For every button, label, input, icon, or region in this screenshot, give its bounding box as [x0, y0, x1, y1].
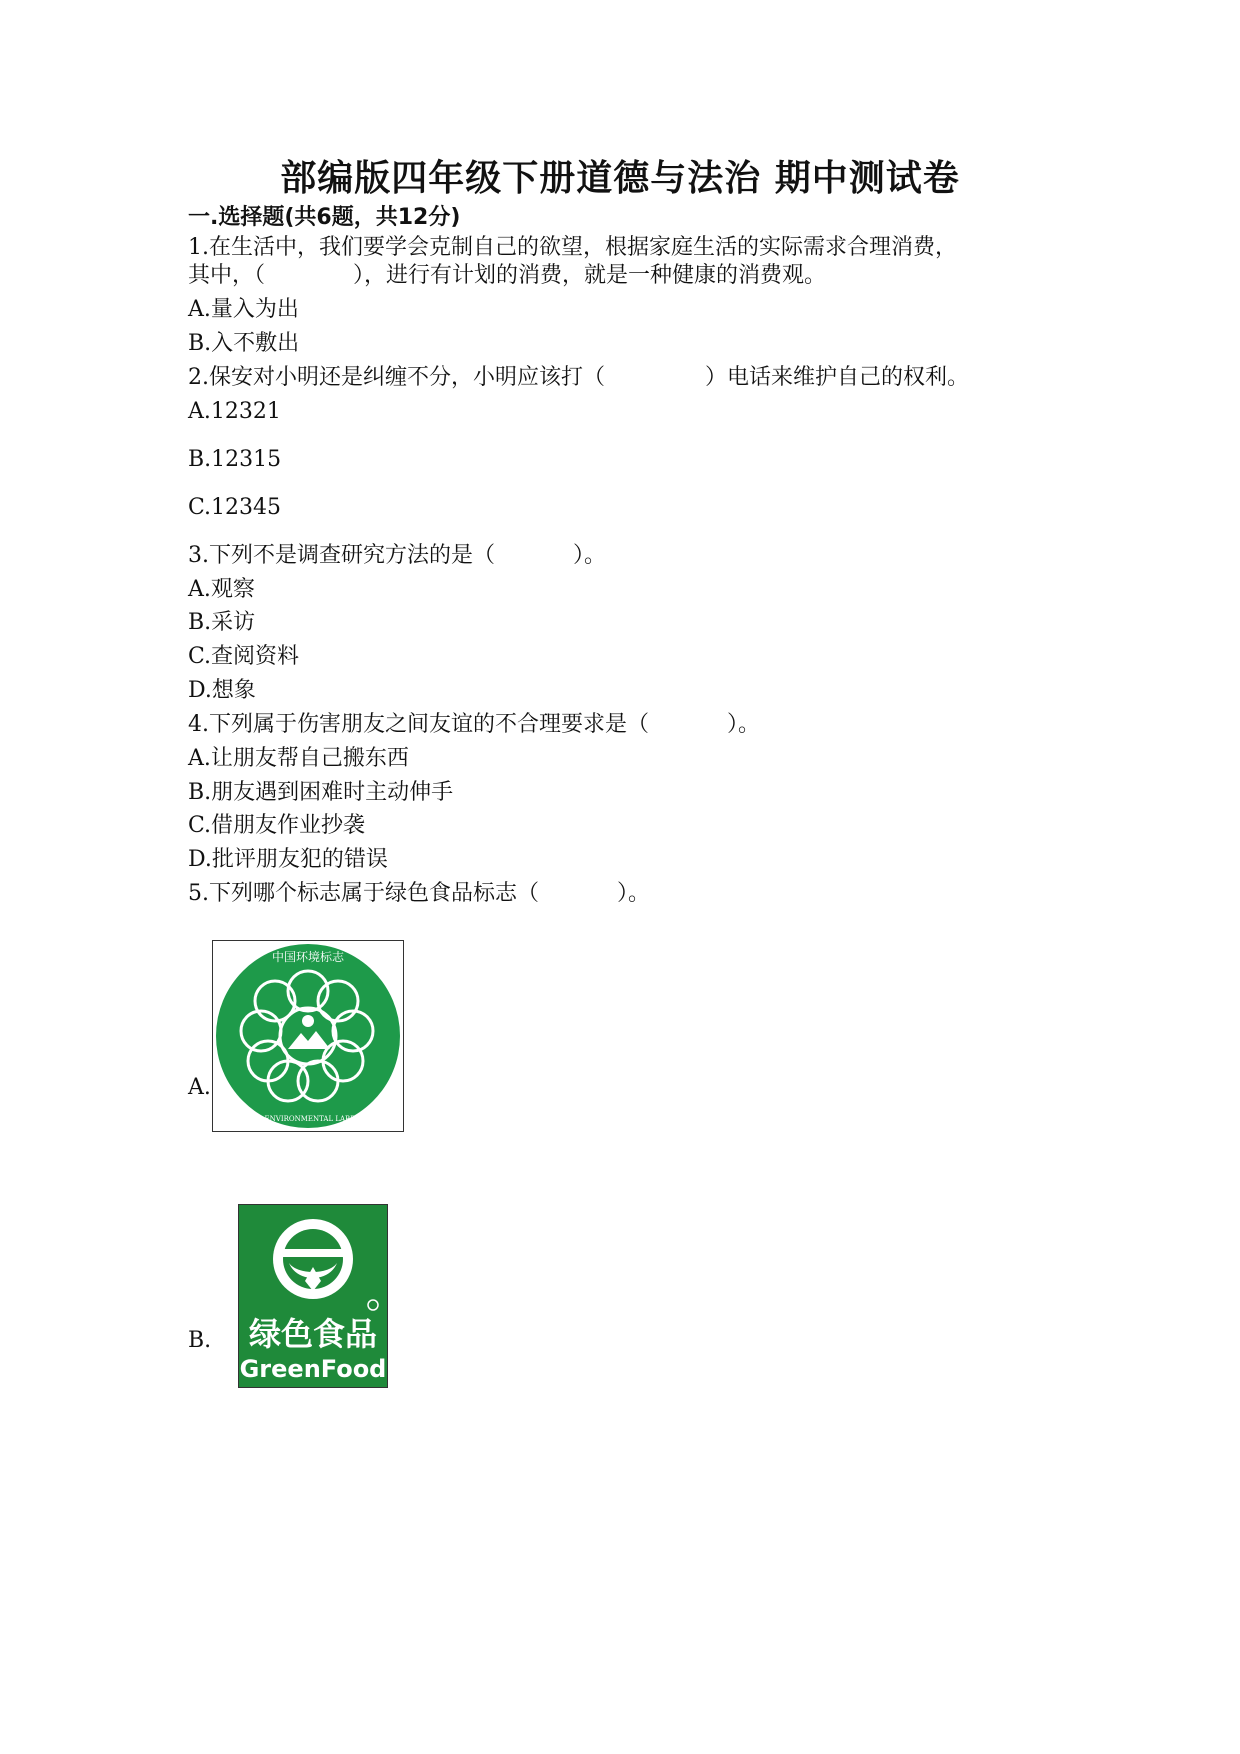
- question-5-stem: [188, 880, 650, 908]
- environmental-label-icon: [213, 941, 403, 1131]
- question-5-option-a-label: A.: [188, 1075, 211, 1100]
- page-title: 部编版四年级下册道德与法治 期中测试卷: [280, 158, 960, 199]
- question-4-option-b: B.朋友遇到困难时主动伸手: [188, 780, 454, 805]
- question-3-option-b: B.采访: [188, 610, 256, 635]
- logo-a-en-text: CHINA ENVIRONMENTAL LABELLING: [236, 1115, 380, 1123]
- question-3-option-c: C.查阅资料: [188, 644, 300, 669]
- question-3-stem: [188, 542, 606, 570]
- question-1-line-1: 1.在生活中，我们要学会克制自己的欲望，根据家庭生活的实际需求合理消费，: [188, 235, 957, 260]
- question-4-stem-post: ）。: [727, 712, 761, 737]
- question-2-option-b: B.12315: [188, 447, 282, 472]
- section-heading: 一.选择题(共6题，共12分): [188, 205, 461, 230]
- china-environmental-labelling-logo: [212, 940, 404, 1132]
- question-2-stem-post: ）电话来维护自己的权利。: [705, 365, 970, 390]
- question-2-option-a: A.12321: [188, 399, 281, 424]
- question-3-option-d: D.想象: [188, 678, 256, 703]
- question-1-stem-post: ），进行有计划的消费，就是一种健康的消费观。: [353, 263, 827, 288]
- green-food-logo: [238, 1204, 388, 1388]
- logo-a-cn-text: 中国环境标志: [271, 950, 345, 964]
- question-4-stem-pre: 4.下列属于伤害朋友之间友谊的不合理要求是（: [188, 712, 649, 737]
- question-4-option-d: D.批评朋友犯的错误: [188, 847, 388, 872]
- question-3-option-a: A.观察: [188, 577, 255, 602]
- question-5-option-b-label: B.: [188, 1328, 212, 1353]
- question-1-option-a: A.量入为出: [188, 297, 299, 322]
- green-food-icon: [239, 1205, 387, 1387]
- question-3-stem-post: ）。: [573, 543, 607, 568]
- question-5-stem-post: ）。: [617, 881, 651, 906]
- question-2-stem: [188, 364, 969, 392]
- question-3-stem-pre: 3.下列不是调查研究方法的是（: [188, 543, 495, 568]
- question-2-stem-pre: 2.保安对小明还是纠缠不分，小明应该打（: [188, 365, 605, 390]
- question-4-option-a: A.让朋友帮自己搬东西: [188, 746, 409, 771]
- question-1-line-2: [188, 262, 826, 290]
- logo-b-cn-text: 绿色食品: [248, 1315, 378, 1353]
- question-4-option-c: C.借朋友作业抄袭: [188, 813, 366, 838]
- question-1-option-b: B.入不敷出: [188, 331, 300, 356]
- question-5-stem-pre: 5.下列哪个标志属于绿色食品标志（: [188, 881, 539, 906]
- question-1-stem-pre: 其中，（: [188, 263, 266, 288]
- question-4-stem: [188, 711, 760, 739]
- question-2-option-c: C.12345: [188, 495, 282, 520]
- logo-b-en-text: GreenFood: [239, 1355, 387, 1383]
